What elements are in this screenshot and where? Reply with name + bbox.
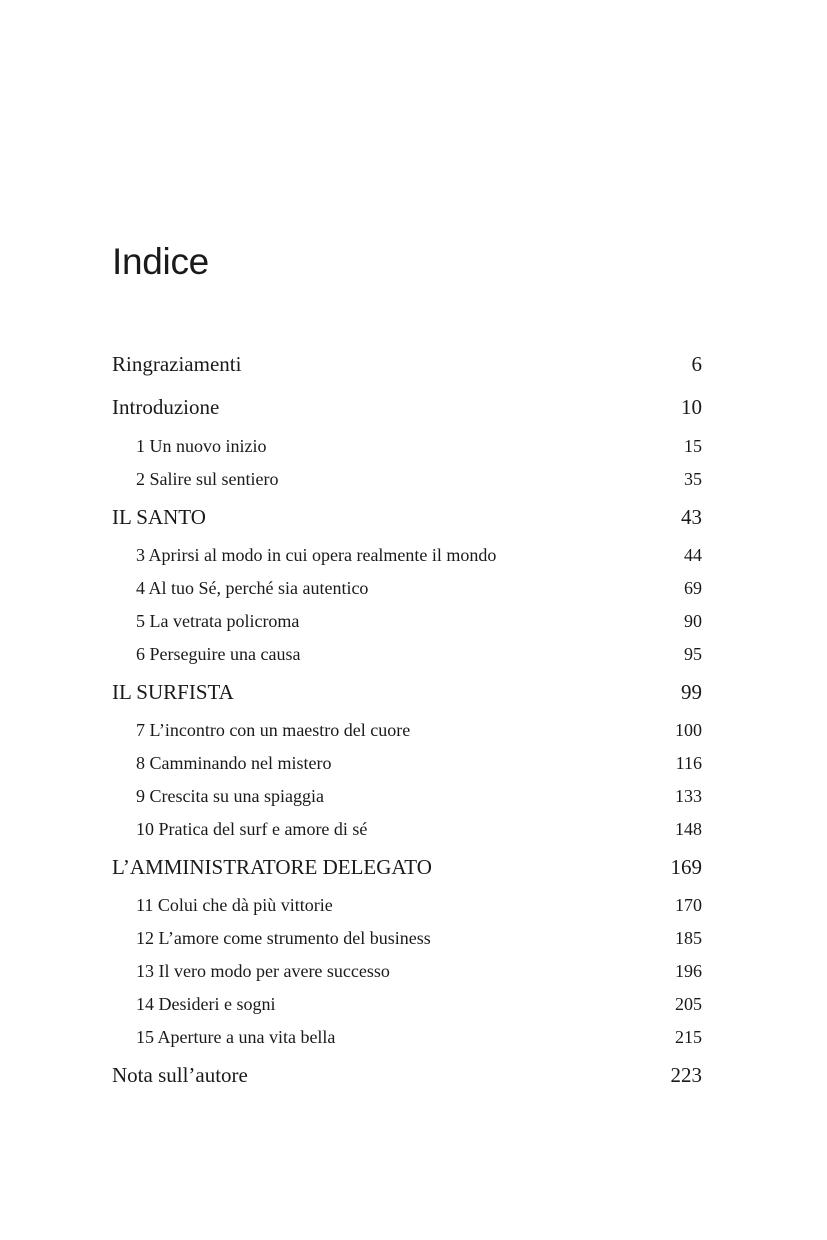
toc-chapter-15	[112, 1027, 702, 1048]
toc-chapter-13	[112, 961, 702, 982]
toc-chapter-8	[112, 753, 702, 774]
toc-entry-page: 95	[684, 644, 702, 664]
toc-entry-label: Ringraziamenti	[112, 352, 242, 376]
toc-entry-label: 13 Il vero modo per avere successo	[136, 961, 390, 981]
toc-entry-label: Nota sull’autore	[112, 1063, 248, 1087]
toc-entry-label: 3 Aprirsi al modo in cui opera realmente il mondo	[136, 545, 497, 565]
toc-entry-page: 10	[681, 395, 702, 419]
toc-chapter-14	[112, 994, 702, 1015]
toc-chapter-7	[112, 720, 702, 741]
toc-entry-ringraziamenti	[112, 352, 702, 377]
toc-entry-label: 7 L’incontro con un maestro del cuore	[136, 720, 411, 740]
toc-chapter-12	[112, 928, 702, 949]
toc-entry-page: 196	[675, 961, 702, 981]
toc-chapter-10	[112, 819, 702, 840]
toc-entry-page: 43	[681, 505, 702, 529]
toc-entry-page: 169	[670, 855, 702, 879]
toc-entry-page: 99	[681, 680, 702, 704]
toc-entry-label: IL SURFISTA	[112, 680, 234, 704]
toc-chapter-4	[112, 578, 702, 599]
toc-part-il-santo	[112, 505, 702, 530]
toc-entry-page: 133	[675, 786, 702, 806]
toc-chapter-2	[112, 469, 702, 490]
toc-entry-label: Introduzione	[112, 395, 220, 419]
toc-entry-page: 116	[675, 753, 702, 773]
toc-chapter-11	[112, 895, 702, 916]
toc-entry-label: 8 Camminando nel mistero	[136, 753, 332, 773]
page-title: Indice	[112, 241, 209, 282]
toc-entry-label: 11 Colui che dà più vittorie	[136, 895, 333, 915]
toc-chapter-3	[112, 545, 702, 566]
toc-entry-label: IL SANTO	[112, 505, 206, 529]
toc-part-il-surfista	[112, 680, 702, 705]
toc-entry-page: 205	[675, 994, 702, 1014]
toc-entry-nota-autore	[112, 1063, 702, 1088]
toc-entry-label: 6 Perseguire una causa	[136, 644, 301, 664]
toc-chapter-6	[112, 644, 702, 665]
toc-entry-page: 35	[684, 469, 702, 489]
toc-entry-label: 2 Salire sul sentiero	[136, 469, 279, 489]
toc-entry-page: 44	[684, 545, 702, 565]
toc-entry-page: 15	[684, 436, 702, 456]
toc-entry-page: 69	[684, 578, 702, 598]
toc-entry-label: 1 Un nuovo inizio	[136, 436, 267, 456]
toc-entry-page: 100	[675, 720, 702, 740]
toc-entry-introduzione	[112, 395, 702, 420]
toc-entry-page: 148	[675, 819, 702, 839]
toc-entry-label: 14 Desideri e sogni	[136, 994, 276, 1014]
toc-entry-label: 15 Aperture a una vita bella	[136, 1027, 336, 1047]
toc-entry-page: 185	[675, 928, 702, 948]
toc-entry-page: 215	[675, 1027, 702, 1047]
toc-entry-label: 5 La vetrata policroma	[136, 611, 300, 631]
toc-entry-page: 223	[670, 1063, 702, 1087]
toc-entry-label: 4 Al tuo Sé, perché sia autentico	[136, 578, 369, 598]
toc-part-amministratore-delegato	[112, 855, 702, 880]
toc-chapter-5	[112, 611, 702, 632]
toc-entry-page: 170	[675, 895, 702, 915]
table-of-contents	[112, 0, 702, 1240]
toc-entry-label: 10 Pratica del surf e amore di sé	[136, 819, 368, 839]
toc-entry-label: 9 Crescita su una spiaggia	[136, 786, 324, 806]
toc-chapter-9	[112, 786, 702, 807]
toc-entry-label: 12 L’amore come strumento del business	[136, 928, 431, 948]
toc-chapter-1	[112, 436, 702, 457]
toc-entry-page: 6	[691, 352, 702, 376]
toc-entry-page: 90	[684, 611, 702, 631]
toc-entry-label: L’AMMINISTRATORE DELEGATO	[112, 855, 432, 879]
